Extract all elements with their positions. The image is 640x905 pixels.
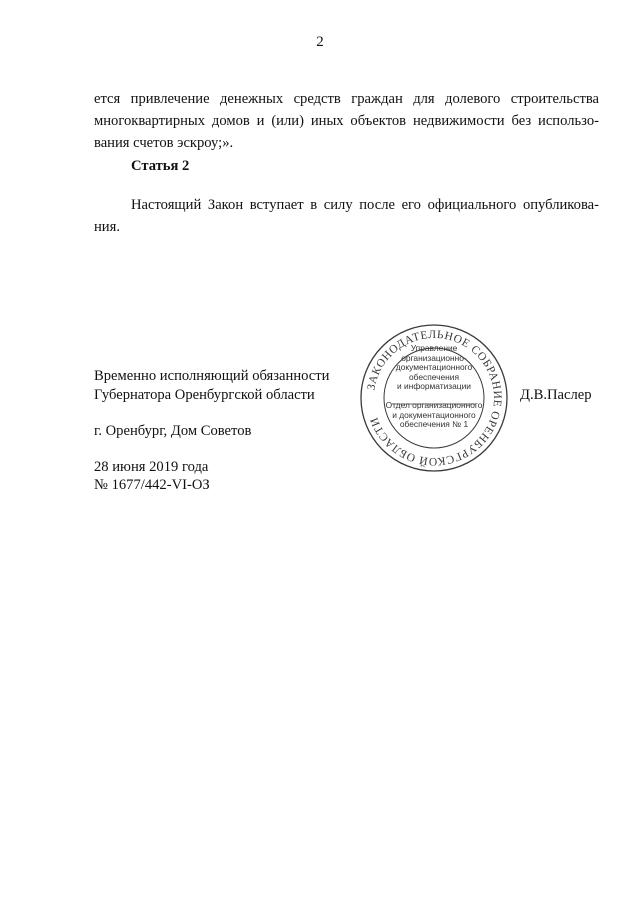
seal-line: Управление [410,343,458,353]
text-line: многоквартирных домов и (или) иных объектов недвижимости без использо- [94,113,599,129]
text-line: вания счетов эскроу;». [94,135,234,151]
article-heading: Статья 2 [131,158,190,174]
seal-line: организационно- [401,352,467,363]
signatory-position-line2: Губернатора Оренбургской области [94,387,315,403]
continuation-paragraph [94,88,599,154]
seal-line: Отдел организационного [385,399,483,410]
seal-line: обеспечения № 1 [399,419,469,430]
signing-date: 28 июня 2019 года [94,459,209,475]
page-number: 2 [316,34,324,50]
seal-line: обеспечения [409,371,459,382]
seal-line: и информатизации [397,381,471,392]
seal-line: документационного [395,362,473,373]
law-number: № 1677/442-VI-ОЗ [94,477,210,493]
signatory-name: Д.В.Паслер [520,387,592,403]
signing-place: г. Оренбург, Дом Советов [94,423,252,439]
text-line: ется привлечение денежных средств граждан для долевого строительства [94,91,599,107]
seal-inner-text [380,344,488,430]
seal-line: и документационного [392,409,476,420]
signatory-position-line1: Временно исполняющий обязанности [94,368,330,384]
svg-text:ЗАКОНОДАТЕЛЬНОЕ СОБРАНИЕ ОРЕНБ: ЗАКОНОДАТЕЛЬНОЕ СОБРАНИЕ ОРЕНБУРГСКОЙ ОБЛАСТИ [365,328,504,468]
text-line: Настоящий Закон вступает в силу после его официального опубликова- [131,197,599,213]
text-line: ния. [94,219,120,235]
article-paragraph [94,194,599,238]
